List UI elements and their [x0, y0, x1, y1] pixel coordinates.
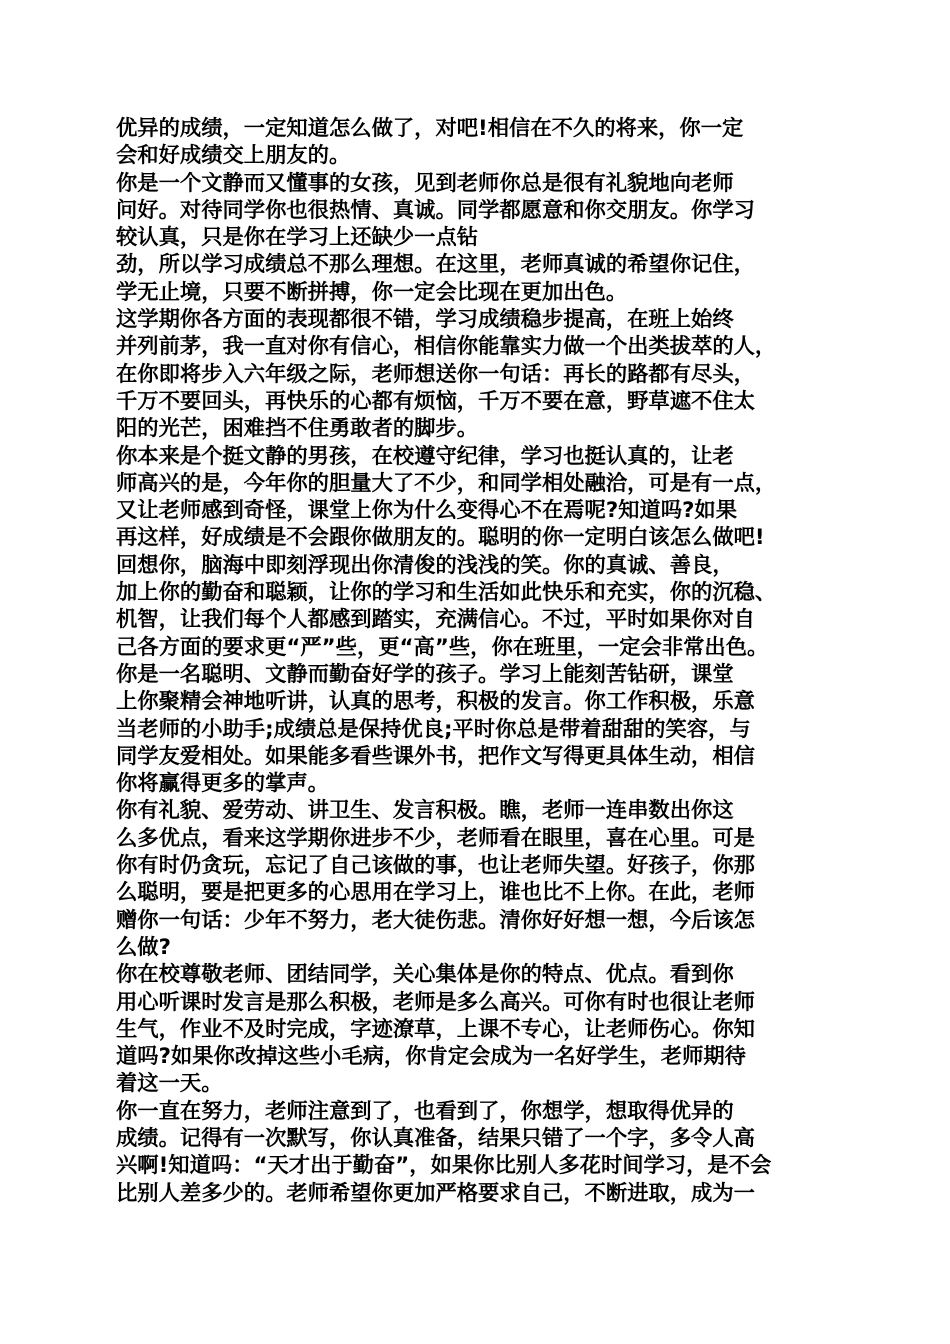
text-line: 生气，作业不及时完成，字迹潦草，上课不专心，让老师伤心。你知 [116, 1016, 755, 1042]
text-line: 上你聚精会神地听讲，认真的思考，积极的发言。你工作积极，乐意 [116, 689, 755, 715]
text-line: 己各方面的要求更“严”些，更“高”些，你在班里，一定会非常出色。 [116, 634, 769, 660]
text-line: 比别人差多少的。老师希望你更加严格要求自己，不断进取，成为一 [116, 1180, 755, 1206]
text-line: 师高兴的是，今年你的胆量大了不少，和同学相处融洽，可是有一点， [116, 470, 777, 496]
text-line: 机智，让我们每个人都感到踏实，充满信心。不过，平时如果你对自 [116, 607, 755, 633]
text-line: 这学期你各方面的表现都很不错，学习成绩稳步提高，在班上始终 [116, 307, 734, 333]
text-line: 么做? [116, 934, 171, 960]
text-line: 赠你一句话：少年不努力，老大徒伤悲。清你好好想一想，今后该怎 [116, 907, 755, 933]
text-line: 同学友爱相处。如果能多看些课外书，把作文写得更具体生动，相信 [116, 743, 755, 769]
text-line: 你一直在努力，老师注意到了，也看到了，你想学，想取得优异的 [116, 1098, 734, 1124]
text-line: 道吗?如果你改掉这些小毛病，你肯定会成为一名好学生，老师期待 [116, 1044, 746, 1070]
text-line: 较认真，只是你在学习上还缺少一点钻 [116, 225, 479, 251]
text-line: 兴啊!知道吗：“天才出于勤奋”，如果你比别人多花时间学习，是不会 [116, 1153, 772, 1179]
text-line: 回想你，脑海中即刻浮现出你清俊的浅浅的笑。你的真诚、善良， [116, 552, 734, 578]
text-line: 么聪明，要是把更多的心思用在学习上，谁也比不上你。在此，老师 [116, 880, 755, 906]
text-line: 你将赢得更多的掌声。 [116, 771, 329, 797]
text-line: 你有礼貌、爱劳动、讲卫生、发言积极。瞧，老师一连串数出你这 [116, 798, 734, 824]
text-line: 当老师的小助手;成绩总是保持优良;平时你总是带着甜甜的笑容，与 [116, 716, 751, 742]
text-line: 优异的成绩，一定知道怎么做了，对吧!相信在不久的将来，你一定 [116, 116, 744, 141]
text-line: 用心听课时发言是那么积极，老师是多么高兴。可你有时也很让老师 [116, 989, 755, 1015]
text-line: 你本来是个挺文静的男孩，在校遵守纪律，学习也挺认真的，让老 [116, 443, 734, 469]
text-line: 再这样，好成绩是不会跟你做朋友的。聪明的你一定明白该怎么做吧! [116, 525, 765, 551]
document-body [116, 115, 850, 1207]
text-line: 并列前茅，我一直对你有信心，相信你能靠实力做一个出类拔萃的人， [116, 334, 777, 360]
text-line: 在你即将步入六年级之际，老师想送你一句话：再长的路都有尽头， [116, 361, 755, 387]
text-line: 你是一名聪明、文静而勤奋好学的孩子。学习上能刻苦钻研，课堂 [116, 661, 734, 687]
text-line: 加上你的勤奋和聪颖，让你的学习和生活如此快乐和充实，你的沉稳、 [116, 580, 777, 606]
text-line: 成绩。记得有一次默写，你认真准备，结果只错了一个字，多令人高 [116, 1125, 755, 1151]
text-line: 么多优点，看来这学期你进步不少，老师看在眼里，喜在心里。可是 [116, 825, 755, 851]
text-line: 阳的光芒，困难挡不住勇敢者的脚步。 [116, 416, 479, 442]
text-line: 劲，所以学习成绩总不那么理想。在这里，老师真诚的希望你记住， [116, 252, 755, 278]
text-line: 你是一个文静而又懂事的女孩，见到老师你总是很有礼貌地向老师 [116, 170, 734, 196]
text-line: 问好。对待同学你也很热情、真诚。同学都愿意和你交朋友。你学习 [116, 197, 755, 223]
text-line: 着这一天。 [116, 1071, 223, 1097]
text-line: 你在校尊敬老师、团结同学，关心集体是你的特点、优点。看到你 [116, 962, 734, 988]
text-line: 会和好成绩交上朋友的。 [116, 143, 351, 169]
text-line: 学无止境，只要不断拼搏，你一定会比现在更加出色。 [116, 279, 628, 305]
text-line: 又让老师感到奇怪，课堂上你为什么变得心不在焉呢?知道吗?如果 [116, 498, 738, 524]
text-line: 千万不要回头，再快乐的心都有烦恼，千万不要在意，野草遮不住太 [116, 388, 755, 414]
text-line: 你有时仍贪玩，忘记了自己该做的事，也让老师失望。好孩子，你那 [116, 853, 755, 879]
